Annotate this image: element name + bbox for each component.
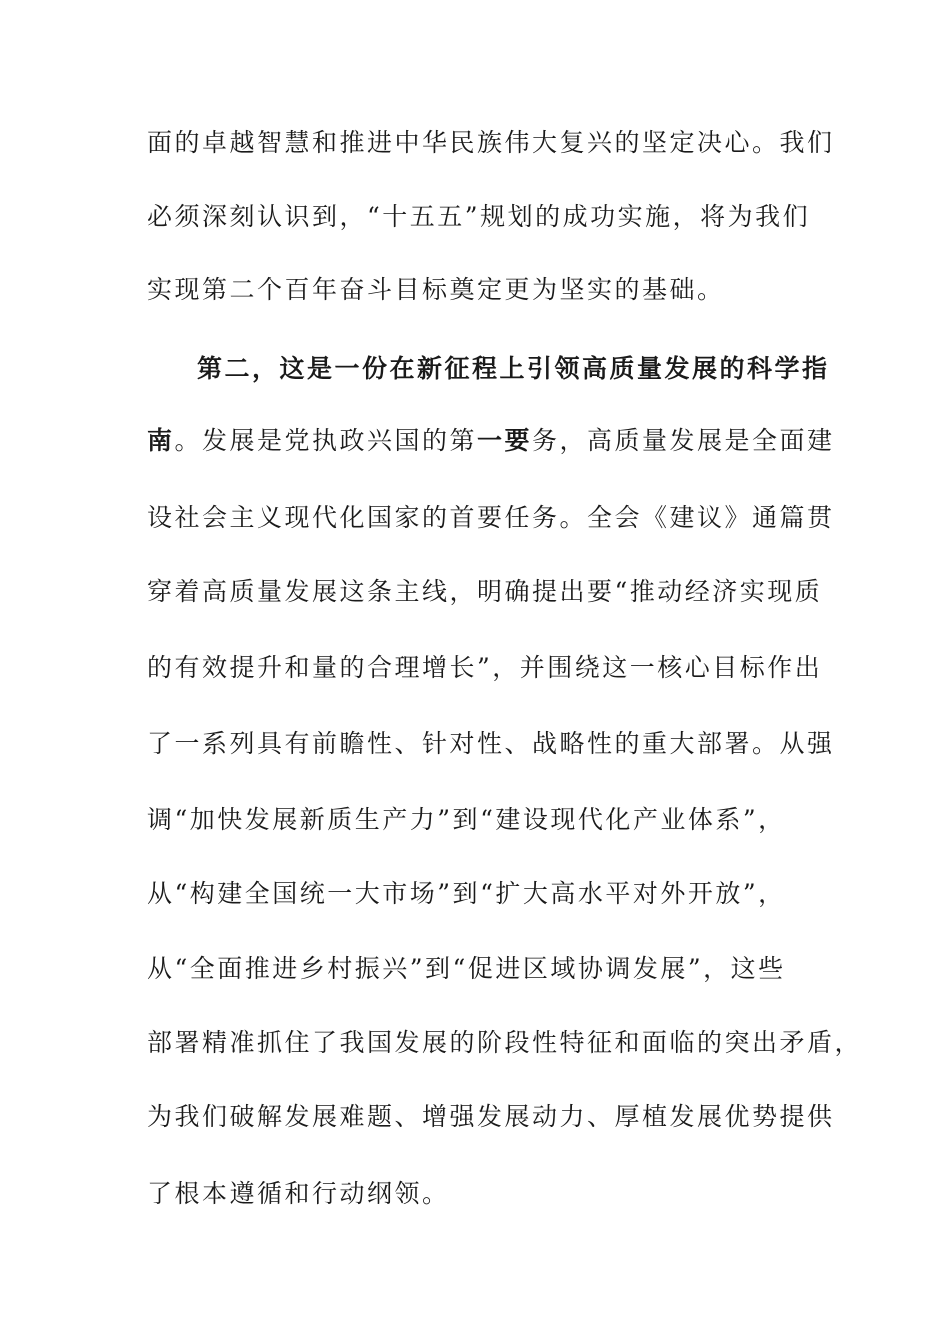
paragraph-2-line-2 <box>147 424 835 458</box>
paragraph-2-line-6: 了一系列具有前瞻性、针对性、战略性的重大部署。从强 <box>147 729 835 758</box>
paragraph-2-heading: 第二，这是一份在新征程上引领高质量发展的科学指 <box>197 354 830 383</box>
paragraph-2-line-9: 从“全面推进乡村振兴”到“促进区域协调发展”，这些 <box>147 954 786 983</box>
paragraph-1-line-1: 面的卓越智慧和推进中华民族伟大复兴的坚定决心。我们 <box>147 128 835 157</box>
paragraph-2-line-7: 调“加快发展新质生产力”到“建设现代化产业体系”， <box>147 805 786 834</box>
paragraph-2-line-11: 为我们破解发展难题、增强发展动力、厚植发展优势提供 <box>147 1102 835 1131</box>
paragraph-1-line-3: 实现第二个百年奋斗目标奠定更为坚实的基础。 <box>147 275 725 304</box>
paragraph-2-line-2-text-b: 务，高质量发展是全面建 <box>532 426 835 455</box>
paragraph-2-line-4: 穿着高质量发展这条主线，明确提出要“推动经济实现质 <box>147 577 823 606</box>
paragraph-2-line-5: 的有效提升和量的合理增长”，并围绕这一核心目标作出 <box>147 653 823 682</box>
paragraph-2-line-8: 从“构建全国统一大市场”到“扩大高水平对外开放”， <box>147 879 786 908</box>
heading-continuation: 南 <box>147 426 175 455</box>
paragraph-2-line-2-bold-mid: 一要 <box>477 426 533 455</box>
paragraph-2-line-2-text-a: 。发展是党执政兴国的第 <box>174 426 478 455</box>
paragraph-1-line-2: 必须深刻认识到，“十五五”规划的成功实施，将为我们 <box>147 202 811 231</box>
paragraph-2-line-3: 设社会主义现代化国家的首要任务。全会《建议》通篇贯 <box>147 503 835 532</box>
paragraph-2-line-12: 了根本遵循和行动纲领。 <box>147 1179 450 1208</box>
paragraph-2-line-10: 部署精准抓住了我国发展的阶段性特征和面临的突出矛盾， <box>147 1028 863 1057</box>
